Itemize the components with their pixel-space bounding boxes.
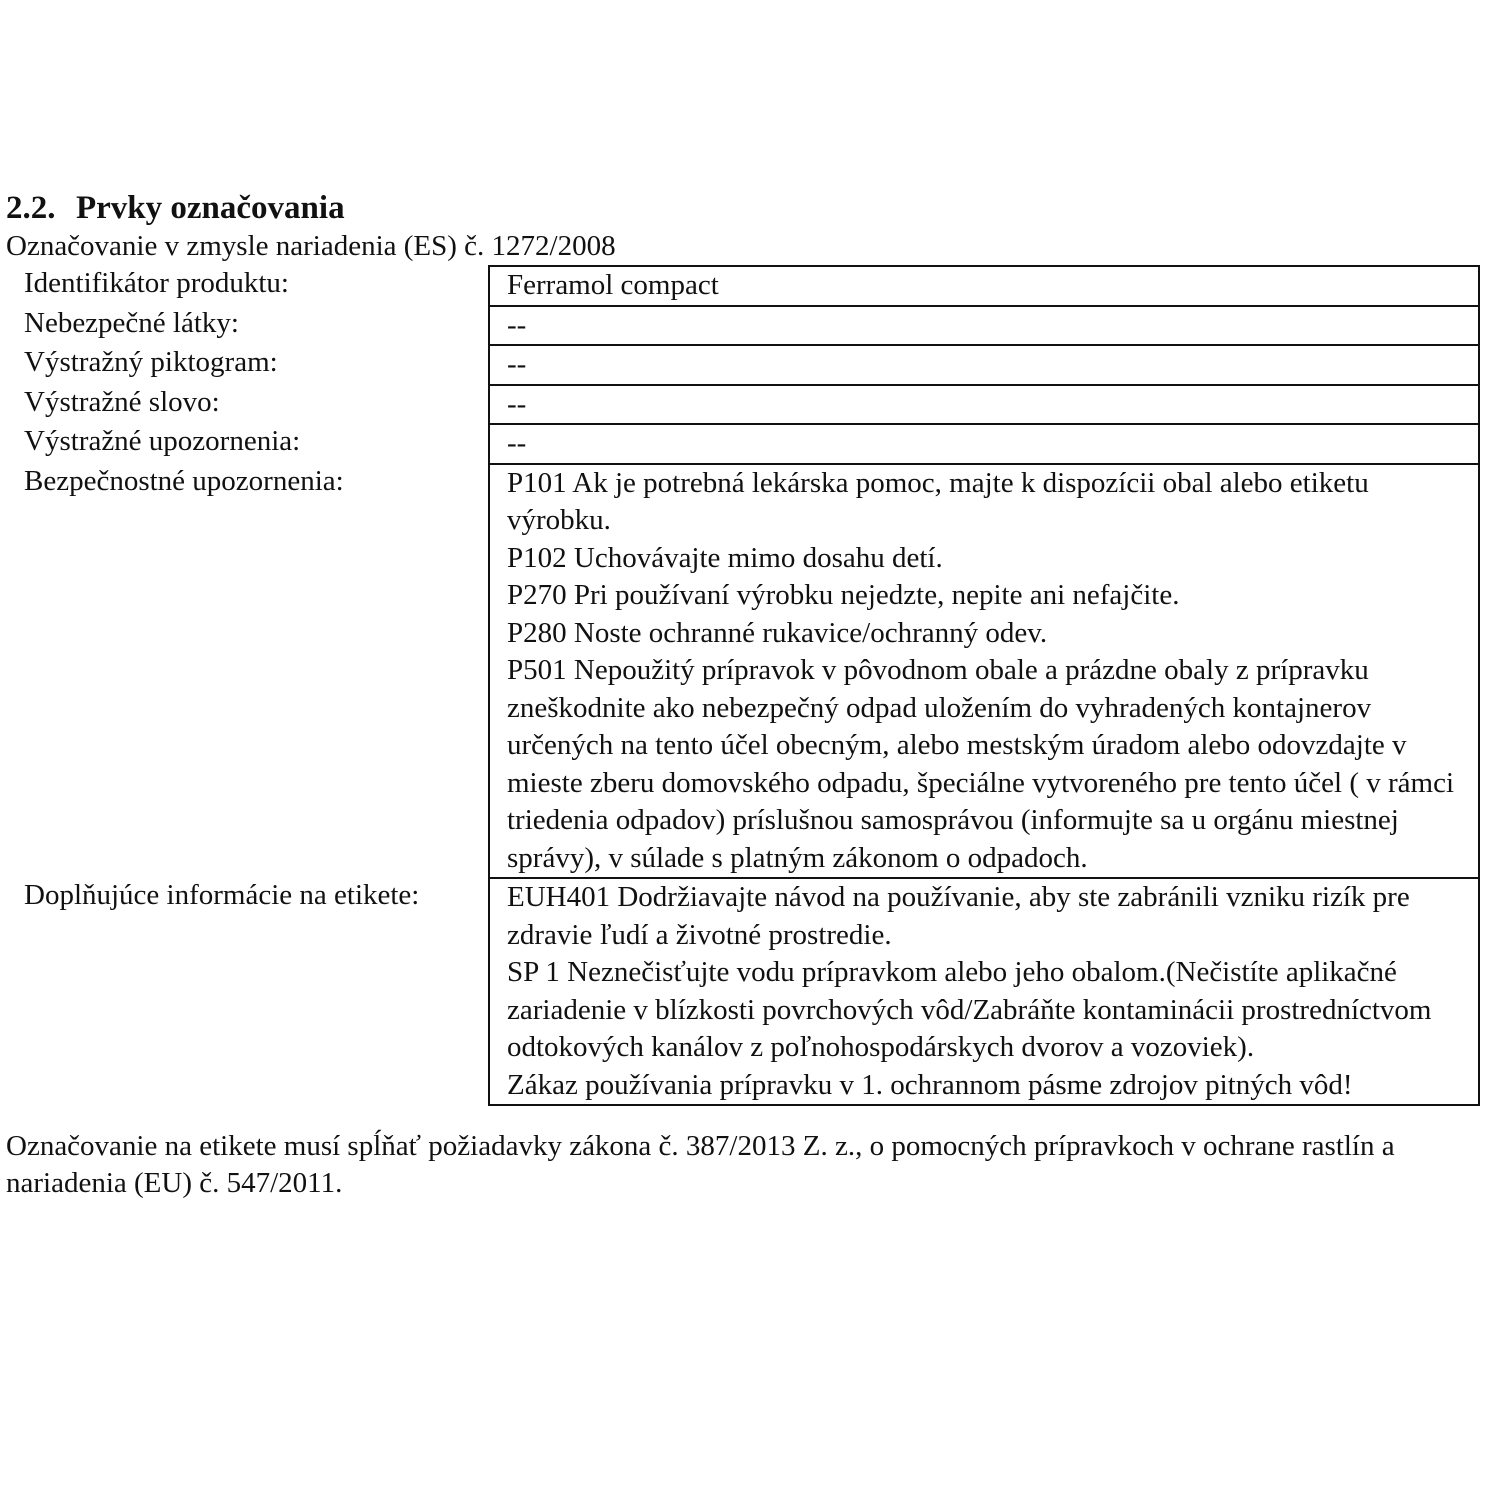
row-label: Bezpečnostné upozornenia:	[24, 464, 344, 497]
row-value	[488, 344, 1480, 384]
row-value	[488, 265, 1480, 305]
value-line: Ferramol compact	[507, 269, 719, 301]
footer-text: Označovanie na etikete musí spĺňať požiadavky zákona č. 387/2013 Z. z., o pomocných prípravkoch v ochrane rastlín a nariadenia (EU) č. 547/2011.	[6, 1130, 1395, 1199]
row-value	[488, 384, 1480, 424]
value-line: SP 1 Neznečisťujte vodu prípravkom alebo jeho obalom.(Nečistíte aplikačné zariadenie v blízkosti povrchových vôd/Zabráňte kontaminácii prostredníctvom odtokových kanálov z poľnohospodárskych dvorov a vozoviek).	[507, 956, 1432, 1063]
row-label: Nebezpečné látky:	[24, 306, 239, 339]
value-line: --	[507, 308, 527, 341]
value-line: P101 Ak je potrebná lekárska pomoc, majte k dispozícii obal alebo etiketu výrobku.	[507, 466, 1369, 536]
table-row	[6, 463, 1494, 878]
row-label: Výstražné slovo:	[24, 385, 220, 418]
table-row	[6, 423, 1494, 463]
row-value	[488, 877, 1480, 1106]
regulation-subtitle: Označovanie v zmysle nariadenia (ES) č. 1272/2008	[6, 230, 616, 262]
value-line: --	[507, 427, 527, 459]
value-line: P270 Pri používaní výrobku nejedzte, nepite ani nefajčite.	[507, 579, 1180, 611]
row-label: Výstražné upozornenia:	[24, 425, 301, 457]
section-heading	[6, 188, 1494, 228]
table-row	[6, 384, 1494, 424]
section-title: Prvky označovania	[76, 190, 345, 226]
row-value	[488, 305, 1480, 345]
value-line: --	[507, 387, 527, 420]
table-row	[6, 344, 1494, 384]
row-value	[488, 463, 1480, 878]
row-value	[488, 423, 1480, 463]
value-line: P501 Nepoužitý prípravok v pôvodnom obale a prázdne obaly z prípravku zneškodnite ako nebezpečný odpad uložením do vyhradených kontajnerov určených na tento účel obecným, alebo mestským úradom alebo odovzdajte v mieste zberu domovského odpadu, špeciálne vytvoreného pre tento účel ( v rámci triedenia odpadov) príslušnou samosprávou (informujte sa u orgánu miestnej správy), v súlade s platným zákonom o odpadoch.	[507, 654, 1455, 874]
row-label: Výstražný piktogram:	[24, 346, 278, 378]
footer-note	[6, 1128, 1494, 1202]
section-number: 2.2.	[6, 190, 56, 226]
row-label: Doplňujúce informácie na etikete:	[24, 879, 420, 911]
value-line: P102 Uchovávajte mimo dosahu detí.	[507, 541, 943, 574]
table-row	[6, 265, 1494, 305]
value-line: P280 Noste ochranné rukavice/ochranný odev.	[507, 616, 1048, 649]
labeling-table	[6, 265, 1494, 1106]
value-line: Zákaz používania prípravku v 1. ochrannom pásme zdrojov pitných vôd!	[507, 1068, 1353, 1101]
document-page	[6, 188, 1494, 1202]
value-line: --	[507, 348, 527, 380]
value-line: EUH401 Dodržiavajte návod na používanie, aby ste zabránili vzniku rizík pre zdravie ľudí a životné prostredie.	[507, 881, 1410, 951]
row-label: Identifikátor produktu:	[24, 267, 289, 299]
table-row	[6, 877, 1494, 1106]
table-row	[6, 305, 1494, 345]
